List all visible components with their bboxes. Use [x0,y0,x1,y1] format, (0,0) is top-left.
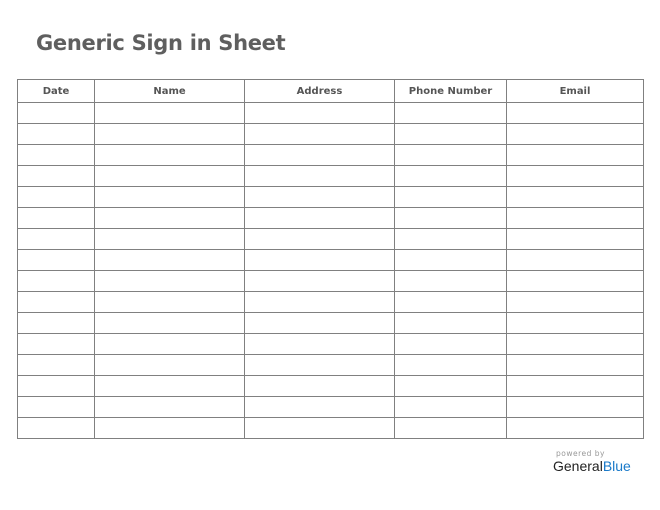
cell-date[interactable] [18,271,95,292]
cell-phone[interactable] [395,229,507,250]
cell-address[interactable] [245,229,395,250]
cell-email[interactable] [507,334,644,355]
page-title: Generic Sign in Sheet [36,31,286,55]
cell-name[interactable] [95,334,245,355]
cell-date[interactable] [18,376,95,397]
cell-name[interactable] [95,292,245,313]
cell-email[interactable] [507,418,644,439]
cell-date[interactable] [18,103,95,124]
cell-name[interactable] [95,271,245,292]
cell-name[interactable] [95,187,245,208]
cell-phone[interactable] [395,355,507,376]
cell-email[interactable] [507,397,644,418]
table-row [18,313,644,334]
cell-email[interactable] [507,124,644,145]
cell-address[interactable] [245,376,395,397]
cell-address[interactable] [245,397,395,418]
cell-name[interactable] [95,376,245,397]
cell-phone[interactable] [395,103,507,124]
cell-phone[interactable] [395,145,507,166]
cell-date[interactable] [18,124,95,145]
cell-email[interactable] [507,271,644,292]
cell-address[interactable] [245,124,395,145]
table-row [18,229,644,250]
table-row [18,334,644,355]
cell-date[interactable] [18,292,95,313]
table-row [18,166,644,187]
table-row [18,103,644,124]
cell-address[interactable] [245,271,395,292]
cell-name[interactable] [95,313,245,334]
logo-general: General [553,458,603,474]
cell-phone[interactable] [395,166,507,187]
cell-phone[interactable] [395,271,507,292]
cell-address[interactable] [245,208,395,229]
cell-date[interactable] [18,355,95,376]
cell-name[interactable] [95,145,245,166]
cell-phone[interactable] [395,292,507,313]
column-header-name: Name [95,80,245,103]
table-row [18,145,644,166]
cell-date[interactable] [18,418,95,439]
cell-name[interactable] [95,229,245,250]
generalblue-logo [553,458,631,474]
cell-email[interactable] [507,187,644,208]
cell-address[interactable] [245,166,395,187]
cell-date[interactable] [18,334,95,355]
cell-phone[interactable] [395,418,507,439]
column-header-email: Email [507,80,644,103]
cell-phone[interactable] [395,124,507,145]
cell-date[interactable] [18,145,95,166]
cell-name[interactable] [95,250,245,271]
logo-blue: Blue [602,458,631,474]
cell-date[interactable] [18,166,95,187]
cell-address[interactable] [245,418,395,439]
cell-date[interactable] [18,313,95,334]
cell-address[interactable] [245,187,395,208]
cell-name[interactable] [95,166,245,187]
column-header-date: Date [18,80,95,103]
cell-email[interactable] [507,103,644,124]
table-row [18,271,644,292]
cell-name[interactable] [95,355,245,376]
cell-address[interactable] [245,313,395,334]
cell-address[interactable] [245,250,395,271]
table-row [18,355,644,376]
cell-address[interactable] [245,292,395,313]
cell-date[interactable] [18,250,95,271]
cell-email[interactable] [507,145,644,166]
table-row [18,250,644,271]
cell-email[interactable] [507,355,644,376]
cell-email[interactable] [507,250,644,271]
table-row [18,187,644,208]
cell-email[interactable] [507,166,644,187]
sign-in-table [17,79,644,439]
cell-phone[interactable] [395,187,507,208]
powered-by-text: powered by [556,449,605,458]
table-row [18,397,644,418]
cell-date[interactable] [18,229,95,250]
cell-address[interactable] [245,355,395,376]
cell-email[interactable] [507,229,644,250]
cell-name[interactable] [95,208,245,229]
cell-address[interactable] [245,334,395,355]
cell-date[interactable] [18,208,95,229]
cell-phone[interactable] [395,334,507,355]
cell-date[interactable] [18,397,95,418]
table-row [18,376,644,397]
cell-phone[interactable] [395,250,507,271]
table-row [18,418,644,439]
column-header-phone: Phone Number [395,80,507,103]
cell-phone[interactable] [395,376,507,397]
cell-email[interactable] [507,376,644,397]
cell-phone[interactable] [395,397,507,418]
cell-name[interactable] [95,103,245,124]
cell-name[interactable] [95,124,245,145]
cell-name[interactable] [95,418,245,439]
table-row [18,208,644,229]
cell-address[interactable] [245,145,395,166]
column-header-address: Address [245,80,395,103]
cell-email[interactable] [507,292,644,313]
table-header-row [18,80,644,103]
cell-email[interactable] [507,313,644,334]
cell-date[interactable] [18,187,95,208]
cell-phone[interactable] [395,313,507,334]
cell-phone[interactable] [395,208,507,229]
cell-name[interactable] [95,397,245,418]
table-row [18,292,644,313]
cell-email[interactable] [507,208,644,229]
table-row [18,124,644,145]
cell-address[interactable] [245,103,395,124]
